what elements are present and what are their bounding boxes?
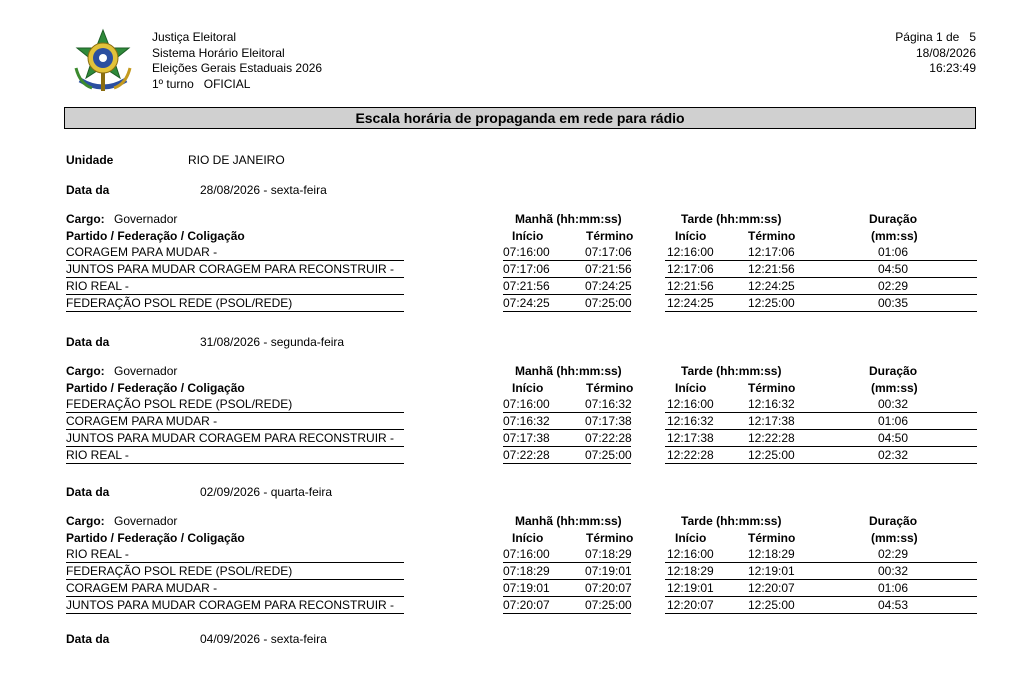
party-name: JUNTOS PARA MUDAR CORAGEM PARA RECONSTRUIR - [66,262,395,276]
morning-header: Manhã (hh:mm:ss) [515,514,622,528]
row-divider [665,596,977,597]
row-divider [665,562,977,563]
row-divider [66,579,404,580]
row-divider [66,446,404,447]
header-line: Justiça Eleitoral [152,30,237,44]
morning-end: 07:16:32 [585,397,632,411]
afternoon-start: 12:22:28 [667,448,714,462]
section-date: 02/09/2026 - quarta-feira [200,485,333,499]
afternoon-end: 12:17:06 [748,245,795,259]
morning-start-header: Início [512,381,544,395]
duration-value: 04:50 [878,431,909,445]
morning-end: 07:24:25 [585,279,632,293]
morning-end: 07:25:00 [585,598,632,612]
cargo-label: Cargo: [66,212,105,226]
afternoon-start-header: Início [675,229,707,243]
row-divider [503,579,631,580]
unit-label: Unidade [66,153,114,167]
party-header: Partido / Federação / Coligação [66,531,245,545]
cargo-value: Governador [114,364,178,378]
row-divider [66,463,404,464]
row-divider [503,311,631,312]
afternoon-end: 12:16:32 [748,397,795,411]
morning-start-header: Início [512,229,544,243]
afternoon-end: 12:25:00 [748,448,795,462]
afternoon-start: 12:21:56 [667,279,714,293]
afternoon-end: 12:25:00 [748,296,795,310]
morning-end: 07:21:56 [585,262,632,276]
morning-end: 07:17:38 [585,414,632,428]
morning-start: 07:16:32 [503,414,550,428]
unit-value: RIO DE JANEIRO [188,153,285,167]
section-date: 31/08/2026 - segunda-feira [200,335,345,349]
duration-header: Duração [869,364,918,378]
morning-start: 07:19:01 [503,581,550,595]
row-divider [665,429,977,430]
row-divider [66,412,404,413]
duration-value: 00:32 [878,564,909,578]
afternoon-start: 12:16:00 [667,547,714,561]
duration-header: Duração [869,514,918,528]
row-divider [503,277,631,278]
header-info [152,30,322,92]
morning-end: 07:22:28 [585,431,632,445]
morning-end-header: Término [586,229,634,243]
party-header: Partido / Federação / Coligação [66,229,245,243]
morning-header: Manhã (hh:mm:ss) [515,364,622,378]
party-name: CORAGEM PARA MUDAR - [66,245,218,259]
morning-start-header: Início [512,531,544,545]
date-label: Data da [66,632,110,646]
morning-end: 07:25:00 [585,296,632,310]
row-divider [503,596,631,597]
row-divider [503,412,631,413]
duration-value: 02:29 [878,279,909,293]
row-divider [665,446,977,447]
morning-start: 07:21:56 [503,279,550,293]
morning-start: 07:17:38 [503,431,550,445]
afternoon-start: 12:18:29 [667,564,714,578]
cargo-label: Cargo: [66,514,105,528]
row-divider [503,429,631,430]
afternoon-end: 12:21:56 [748,262,795,276]
row-divider [503,260,631,261]
afternoon-start: 12:24:25 [667,296,714,310]
row-divider [503,446,631,447]
morning-end: 07:18:29 [585,547,632,561]
morning-start: 07:17:06 [503,262,550,276]
row-divider [66,429,404,430]
morning-end: 07:20:07 [585,581,632,595]
row-divider [66,562,404,563]
report-date: 18/08/2026 [915,45,976,60]
afternoon-end-header: Término [748,531,796,545]
row-divider [66,294,404,295]
header-meta [895,30,976,77]
row-divider [665,412,977,413]
morning-start: 07:16:00 [503,547,550,561]
duration-header: Duração [869,212,918,226]
date-label: Data da [66,485,110,499]
party-name: RIO REAL - [66,279,129,293]
duration-value: 00:32 [878,397,909,411]
morning-start: 07:16:00 [503,397,550,411]
afternoon-end: 12:24:25 [748,279,795,293]
cargo-value: Governador [114,212,178,226]
cargo-label: Cargo: [66,364,105,378]
afternoon-start: 12:16:32 [667,414,714,428]
duration-value: 01:06 [878,414,909,428]
row-divider [665,260,977,261]
row-divider [66,260,404,261]
morning-end: 07:19:01 [585,564,632,578]
morning-start: 07:22:28 [503,448,550,462]
header-line: Sistema Horário Eleitoral [152,45,285,60]
row-divider [503,562,631,563]
morning-header: Manhã (hh:mm:ss) [515,212,622,226]
morning-start: 07:20:07 [503,598,550,612]
afternoon-start: 12:16:00 [667,245,714,259]
row-divider [503,294,631,295]
party-name: FEDERAÇÃO PSOL REDE (PSOL/REDE) [66,397,293,411]
duration-value: 01:06 [878,581,909,595]
row-divider [66,613,404,614]
page-number: Página 1 de 5 [895,30,976,44]
party-name: JUNTOS PARA MUDAR CORAGEM PARA RECONSTRUIR - [66,431,395,445]
afternoon-end: 12:25:00 [748,598,795,612]
afternoon-end: 12:19:01 [748,564,795,578]
afternoon-end-header: Término [748,381,796,395]
afternoon-header: Tarde (hh:mm:ss) [681,514,782,528]
morning-end-header: Término [586,381,634,395]
party-name: RIO REAL - [66,547,129,561]
duration-value: 04:53 [878,598,909,612]
duration-unit-header: (mm:ss) [871,381,918,395]
duration-value: 02:29 [878,547,909,561]
report-title: Escala horária de propaganda em rede para rádio [64,107,976,129]
afternoon-start-header: Início [675,381,707,395]
morning-start: 07:18:29 [503,564,550,578]
duration-value: 02:32 [878,448,909,462]
section-date: 28/08/2026 - sexta-feira [200,183,327,197]
duration-unit-header: (mm:ss) [871,229,918,243]
party-header: Partido / Federação / Coligação [66,381,245,395]
duration-value: 00:35 [878,296,909,310]
duration-unit-header: (mm:ss) [871,531,918,545]
afternoon-end-header: Término [748,229,796,243]
header-line: 1º turno OFICIAL [152,76,251,91]
row-divider [665,579,977,580]
afternoon-start: 12:20:07 [667,598,714,612]
afternoon-end: 12:22:28 [748,431,795,445]
final-date-value: 04/09/2026 - sexta-feira [200,632,327,646]
afternoon-end: 12:20:07 [748,581,795,595]
duration-value: 04:50 [878,262,909,276]
date-label: Data da [66,183,110,197]
morning-start: 07:24:25 [503,296,550,310]
afternoon-start-header: Início [675,531,707,545]
morning-end: 07:25:00 [585,448,632,462]
morning-start: 07:16:00 [503,245,550,259]
party-name: JUNTOS PARA MUDAR CORAGEM PARA RECONSTRUIR - [66,598,395,612]
row-divider [665,613,977,614]
row-divider [665,277,977,278]
afternoon-header: Tarde (hh:mm:ss) [681,212,782,226]
party-name: FEDERAÇÃO PSOL REDE (PSOL/REDE) [66,564,293,578]
party-name: CORAGEM PARA MUDAR - [66,581,218,595]
afternoon-start: 12:17:38 [667,431,714,445]
row-divider [66,596,404,597]
afternoon-end: 12:18:29 [748,547,795,561]
date-label: Data da [66,335,110,349]
morning-end-header: Término [586,531,634,545]
duration-value: 01:06 [878,245,909,259]
afternoon-start: 12:17:06 [667,262,714,276]
party-name: RIO REAL - [66,448,129,462]
afternoon-end: 12:17:38 [748,414,795,428]
row-divider [503,613,631,614]
morning-end: 07:17:06 [585,245,632,259]
cargo-value: Governador [114,514,178,528]
row-divider [665,463,977,464]
party-name: FEDERAÇÃO PSOL REDE (PSOL/REDE) [66,296,293,310]
party-name: CORAGEM PARA MUDAR - [66,414,218,428]
row-divider [503,463,631,464]
report-time: 16:23:49 [929,61,976,75]
row-divider [665,294,977,295]
header-line: Eleições Gerais Estaduais 2026 [152,61,323,75]
coat-of-arms-logo [66,28,140,102]
row-divider [66,277,404,278]
afternoon-start: 12:19:01 [667,581,714,595]
row-divider [665,311,977,312]
afternoon-start: 12:16:00 [667,397,714,411]
afternoon-header: Tarde (hh:mm:ss) [681,364,782,378]
row-divider [66,311,404,312]
